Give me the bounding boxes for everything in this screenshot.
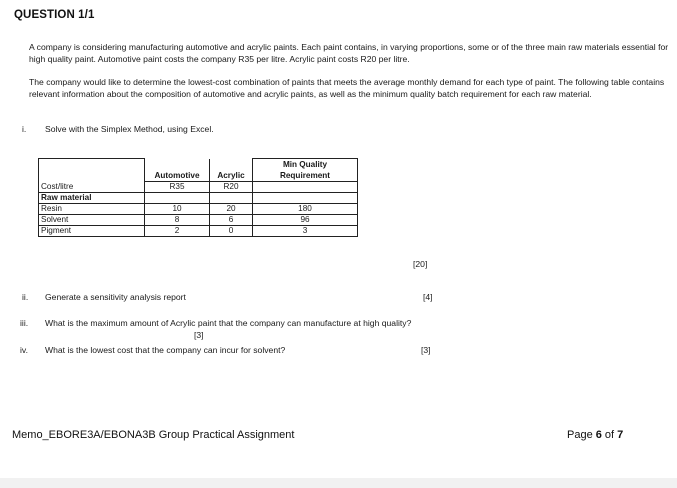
cell-automotive: 2 [145, 226, 210, 237]
section-empty-cell [210, 193, 253, 204]
question-title: QUESTION 1/1 [14, 9, 95, 21]
bottom-scroll-strip [0, 478, 677, 488]
item-iv-marks: [3] [421, 345, 431, 355]
table-row [39, 193, 358, 204]
section-empty-cell [253, 193, 358, 204]
header-min-quality [253, 159, 358, 182]
footer-document-title: Memo_EBORE3A/EBONA3B Group Practical Assignment [12, 429, 295, 441]
table-row [39, 215, 358, 226]
cost-label: Cost/litre [39, 182, 145, 193]
header-acrylic: Acrylic [210, 159, 253, 182]
row-label: Solvent [39, 215, 145, 226]
cell-automotive: 8 [145, 215, 210, 226]
cell-acrylic: 6 [210, 215, 253, 226]
row-label: Resin [39, 204, 145, 215]
page-total: 7 [617, 429, 624, 441]
cell-requirement: 3 [253, 226, 358, 237]
cell-automotive: 10 [145, 204, 210, 215]
row-label: Pigment [39, 226, 145, 237]
item-i-text: Solve with the Simplex Method, using Excel. [45, 124, 214, 134]
cell-acrylic: 0 [210, 226, 253, 237]
item-iv-numeral: iv. [20, 345, 28, 355]
cost-acrylic: R20 [210, 182, 253, 193]
cost-automotive: R35 [145, 182, 210, 193]
header-min-quality-line2: Requirement [279, 171, 331, 180]
objective-paragraph: The company would like to determine the lowest-cost combination of paints that meets the average monthly demand for each type of paint. The following table contains relevant information about the composition of automotive and acrylic paints, as well as the minimum quality batch requirement for each raw material. [29, 77, 665, 100]
cost-requirement [253, 182, 358, 193]
header-min-quality-line1: Min Quality [282, 160, 328, 169]
item-ii-marks: [4] [423, 292, 433, 302]
item-i-numeral: i. [22, 124, 27, 134]
paint-composition-table [38, 158, 358, 237]
table-corner-cell [39, 159, 145, 182]
item-ii-numeral: ii. [22, 292, 29, 302]
item-iii-numeral: iii. [20, 318, 29, 328]
footer-page-number [567, 429, 623, 441]
intro-paragraph: A company is considering manufacturing automotive and acrylic paints. Each paint contains, in varying proportions, some or of the three main raw materials essential for high quality paint. Automotive paint costs the company R35 per litre. Acrylic paint costs R20 per litre. [29, 42, 669, 65]
header-automotive: Automotive [145, 159, 210, 182]
table-row [39, 204, 358, 215]
item-i-marks: [20] [413, 259, 428, 269]
item-iv-text: What is the lowest cost that the company can incur for solvent? [45, 345, 286, 355]
item-iii-text: What is the maximum amount of Acrylic paint that the company can manufacture at high quality? [45, 318, 412, 328]
table-row [39, 182, 358, 193]
section-empty-cell [145, 193, 210, 204]
cell-requirement: 180 [253, 204, 358, 215]
cell-requirement: 96 [253, 215, 358, 226]
section-label: Raw material [39, 193, 145, 204]
page-of: of [601, 429, 618, 441]
page-current: 6 [595, 429, 602, 441]
table-row [39, 226, 358, 237]
item-ii-text: Generate a sensitivity analysis report [45, 292, 186, 302]
page-prefix: Page [567, 429, 596, 441]
cell-acrylic: 20 [210, 204, 253, 215]
item-iii-marks: [3] [194, 330, 204, 340]
table-header-row [39, 159, 358, 182]
